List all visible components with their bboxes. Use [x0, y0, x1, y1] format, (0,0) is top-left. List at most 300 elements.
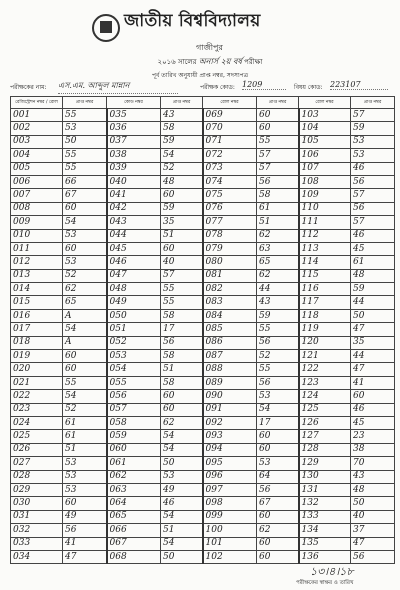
- marks-cell: 48: [351, 269, 395, 282]
- marks-cell: 46: [161, 497, 203, 510]
- roll-number-cell: 010: [11, 229, 63, 242]
- table-row: [11, 430, 395, 443]
- roll-number-cell: 062: [107, 470, 161, 483]
- roll-number-cell: 136: [299, 550, 351, 563]
- marks-cell: 55: [257, 323, 299, 336]
- table-row: [11, 269, 395, 282]
- roll-number-cell: 021: [11, 376, 63, 389]
- roll-number-cell: 019: [11, 350, 63, 363]
- table-row: [11, 470, 395, 483]
- marks-cell: 57: [351, 189, 395, 202]
- marks-cell: 55: [257, 135, 299, 148]
- marks-cell: 52: [257, 350, 299, 363]
- roll-number-cell: 132: [299, 497, 351, 510]
- roll-number-cell: 072: [203, 149, 257, 162]
- roll-number-cell: 126: [299, 416, 351, 429]
- table-row: [11, 363, 395, 376]
- exam-suffix: পরীক্ষা: [244, 58, 263, 66]
- subject-code: 223107: [330, 80, 388, 90]
- table-header-row: [11, 97, 395, 109]
- roll-number-cell: 123: [299, 376, 351, 389]
- subject-label: বিষয় কোড:: [294, 84, 323, 91]
- marks-cell: 51: [257, 216, 299, 229]
- marks-cell: 47: [351, 363, 395, 376]
- marks-cell: 55: [257, 363, 299, 376]
- roll-number-cell: 061: [107, 457, 161, 470]
- roll-number-cell: 040: [107, 175, 161, 188]
- marks-cell: 54: [63, 216, 107, 229]
- roll-number-cell: 075: [203, 189, 257, 202]
- marks-cell: 50: [351, 309, 395, 322]
- roll-number-cell: 087: [203, 350, 257, 363]
- roll-number-cell: 063: [107, 483, 161, 496]
- column-header: কোড নম্বর: [107, 97, 161, 109]
- table-row: [11, 122, 395, 135]
- roll-number-cell: 110: [299, 202, 351, 215]
- university-logo-icon: [92, 14, 120, 42]
- marks-cell: 57: [257, 149, 299, 162]
- marks-cell: 60: [63, 497, 107, 510]
- marks-cell: 56: [351, 202, 395, 215]
- marks-cell: 54: [161, 149, 203, 162]
- roll-number-cell: 009: [11, 216, 63, 229]
- roll-number-cell: 058: [107, 416, 161, 429]
- roll-number-cell: 053: [107, 350, 161, 363]
- table-row: [11, 202, 395, 215]
- roll-number-cell: 115: [299, 269, 351, 282]
- roll-number-cell: 102: [203, 550, 257, 563]
- marks-cell: 54: [161, 443, 203, 456]
- column-header: রেজিস্ট্রেশন নম্বর / রোল: [11, 97, 63, 109]
- marks-cell: 61: [63, 430, 107, 443]
- marks-cell: 61: [351, 256, 395, 269]
- exam-prefix: ২০১৬ সালের: [157, 58, 197, 66]
- marks-cell: 47: [63, 550, 107, 563]
- table-row: [11, 242, 395, 255]
- roll-number-cell: 101: [203, 537, 257, 550]
- roll-number-cell: 014: [11, 283, 63, 296]
- marks-cell: 62: [257, 524, 299, 537]
- roll-number-cell: 099: [203, 510, 257, 523]
- marks-cell: 50: [161, 550, 203, 563]
- roll-number-cell: 092: [203, 416, 257, 429]
- marks-cell: 65: [257, 256, 299, 269]
- table-row: [11, 149, 395, 162]
- marks-cell: 53: [63, 470, 107, 483]
- roll-number-cell: 097: [203, 483, 257, 496]
- roll-number-cell: 121: [299, 350, 351, 363]
- marks-cell: 17: [161, 323, 203, 336]
- roll-number-cell: 037: [107, 135, 161, 148]
- examiner-signature: ১৩।৪।১৮: [310, 565, 354, 578]
- marks-cell: 49: [161, 483, 203, 496]
- marks-cell: 55: [63, 376, 107, 389]
- marks-cell: 38: [351, 443, 395, 456]
- roll-number-cell: 129: [299, 457, 351, 470]
- roll-number-cell: 022: [11, 390, 63, 403]
- marks-cell: 60: [63, 350, 107, 363]
- marks-cell: 51: [161, 363, 203, 376]
- marks-cell: 51: [161, 229, 203, 242]
- marks-cell: 54: [161, 510, 203, 523]
- marks-cell: 45: [351, 242, 395, 255]
- roll-number-cell: 048: [107, 283, 161, 296]
- roll-number-cell: 012: [11, 256, 63, 269]
- marks-cell: 47: [351, 323, 395, 336]
- marks-cell: 57: [257, 162, 299, 175]
- roll-number-cell: 084: [203, 309, 257, 322]
- marks-cell: 60: [257, 550, 299, 563]
- marks-cell: A: [63, 309, 107, 322]
- marks-cell: 53: [351, 149, 395, 162]
- roll-number-cell: 056: [107, 390, 161, 403]
- marks-table: [10, 96, 395, 564]
- examiner-code: 1209: [242, 80, 286, 90]
- roll-number-cell: 052: [107, 336, 161, 349]
- roll-number-cell: 046: [107, 256, 161, 269]
- marks-cell: 57: [351, 216, 395, 229]
- table-row: [11, 524, 395, 537]
- marks-cell: 59: [161, 202, 203, 215]
- roll-number-cell: 131: [299, 483, 351, 496]
- roll-number-cell: 017: [11, 323, 63, 336]
- city-name: গাজীপুর: [196, 43, 223, 52]
- roll-number-cell: 103: [299, 109, 351, 122]
- marks-cell: 35: [161, 216, 203, 229]
- roll-number-cell: 078: [203, 229, 257, 242]
- table-row: [11, 109, 395, 122]
- table-row: [11, 283, 395, 296]
- marks-cell: 60: [257, 510, 299, 523]
- roll-number-cell: 050: [107, 309, 161, 322]
- marks-cell: 56: [351, 550, 395, 563]
- roll-number-cell: 134: [299, 524, 351, 537]
- table-row: [11, 216, 395, 229]
- roll-number-cell: 020: [11, 363, 63, 376]
- marks-cell: 54: [63, 390, 107, 403]
- marks-cell: 60: [161, 390, 203, 403]
- roll-number-cell: 112: [299, 229, 351, 242]
- roll-number-cell: 122: [299, 363, 351, 376]
- table-row: [11, 390, 395, 403]
- table-row: [11, 457, 395, 470]
- table-row: [11, 323, 395, 336]
- column-header: প্রাপ্ত নম্বর: [257, 97, 299, 109]
- table-row: [11, 443, 395, 456]
- roll-number-cell: 049: [107, 296, 161, 309]
- marks-cell: 61: [63, 416, 107, 429]
- marks-cell: 50: [351, 497, 395, 510]
- table-row: [11, 309, 395, 322]
- roll-number-cell: 038: [107, 149, 161, 162]
- roll-number-cell: 011: [11, 242, 63, 255]
- table-row: [11, 256, 395, 269]
- roll-number-cell: 093: [203, 430, 257, 443]
- roll-number-cell: 032: [11, 524, 63, 537]
- marks-cell: 40: [351, 510, 395, 523]
- roll-number-cell: 028: [11, 470, 63, 483]
- marks-cell: 50: [161, 457, 203, 470]
- roll-number-cell: 104: [299, 122, 351, 135]
- roll-number-cell: 043: [107, 216, 161, 229]
- roll-number-cell: 071: [203, 135, 257, 148]
- marks-cell: 48: [351, 483, 395, 496]
- roll-number-cell: 044: [107, 229, 161, 242]
- table-row: [11, 175, 395, 188]
- marks-cell: 53: [63, 256, 107, 269]
- marks-cell: 56: [63, 524, 107, 537]
- table-row: [11, 229, 395, 242]
- roll-number-cell: 016: [11, 309, 63, 322]
- marks-cell: 48: [161, 175, 203, 188]
- marks-cell: 59: [161, 135, 203, 148]
- marks-cell: 56: [257, 483, 299, 496]
- marks-cell: 45: [351, 416, 395, 429]
- column-header: প্রাপ্ত নম্বর: [351, 97, 395, 109]
- roll-number-cell: 080: [203, 256, 257, 269]
- roll-number-cell: 003: [11, 135, 63, 148]
- roll-number-cell: 086: [203, 336, 257, 349]
- roll-number-cell: 001: [11, 109, 63, 122]
- marks-cell: 59: [257, 309, 299, 322]
- roll-number-cell: 068: [107, 550, 161, 563]
- marks-cell: 49: [63, 510, 107, 523]
- roll-number-cell: 042: [107, 202, 161, 215]
- marks-cell: 70: [351, 457, 395, 470]
- roll-number-cell: 091: [203, 403, 257, 416]
- roll-number-cell: 088: [203, 363, 257, 376]
- roll-number-cell: 095: [203, 457, 257, 470]
- marks-cell: 56: [257, 376, 299, 389]
- roll-number-cell: 133: [299, 510, 351, 523]
- table-row: [11, 376, 395, 389]
- table-row: [11, 350, 395, 363]
- roll-number-cell: 024: [11, 416, 63, 429]
- marks-cell: 58: [161, 350, 203, 363]
- roll-number-cell: 026: [11, 443, 63, 456]
- roll-number-cell: 015: [11, 296, 63, 309]
- roll-number-cell: 107: [299, 162, 351, 175]
- signature-label: পরীক্ষকের স্বাক্ষর ও তারিখ: [296, 580, 354, 586]
- marks-cell: 53: [257, 457, 299, 470]
- marks-cell: 55: [63, 149, 107, 162]
- roll-number-cell: 066: [107, 524, 161, 537]
- marks-cell: 53: [161, 470, 203, 483]
- marks-cell: 23: [351, 430, 395, 443]
- marks-cell: 52: [63, 403, 107, 416]
- roll-number-cell: 023: [11, 403, 63, 416]
- roll-number-cell: 079: [203, 242, 257, 255]
- marks-cell: 60: [257, 109, 299, 122]
- marks-cell: 53: [257, 390, 299, 403]
- university-title: জাতীয় বিশ্ববিদ্যালয়: [124, 11, 261, 31]
- marks-cell: 58: [161, 122, 203, 135]
- marks-cell: A: [63, 336, 107, 349]
- marks-cell: 51: [63, 443, 107, 456]
- sheet-subtitle: পূর্ব তারিখ অনুযায়ী প্রাপ্ত নম্বর, সদস্যপত্র: [151, 72, 249, 79]
- marks-cell: 67: [63, 189, 107, 202]
- marks-cell: 43: [257, 296, 299, 309]
- roll-number-cell: 057: [107, 403, 161, 416]
- marks-cell: 60: [161, 189, 203, 202]
- roll-number-cell: 118: [299, 309, 351, 322]
- roll-number-cell: 076: [203, 202, 257, 215]
- roll-number-cell: 105: [299, 135, 351, 148]
- code-label: পরীক্ষক কোড:: [200, 84, 235, 91]
- marks-cell: 62: [63, 283, 107, 296]
- marks-cell: 58: [161, 376, 203, 389]
- marks-cell: 44: [257, 283, 299, 296]
- exam-name: অনার্স ২য় বর্ষ: [198, 57, 242, 66]
- marks-cell: 46: [351, 229, 395, 242]
- roll-number-cell: 041: [107, 189, 161, 202]
- examiner-label: পরীক্ষকের নাম:: [10, 84, 47, 91]
- marks-cell: 46: [351, 162, 395, 175]
- exam-line: [110, 56, 310, 69]
- table-row: [11, 189, 395, 202]
- marks-cell: 41: [63, 537, 107, 550]
- marks-cell: 60: [161, 403, 203, 416]
- roll-number-cell: 094: [203, 443, 257, 456]
- marks-cell: 58: [257, 189, 299, 202]
- roll-number-cell: 005: [11, 162, 63, 175]
- marks-cell: 41: [351, 376, 395, 389]
- roll-number-cell: 025: [11, 430, 63, 443]
- marks-cell: 47: [351, 537, 395, 550]
- marks-cell: 43: [351, 470, 395, 483]
- roll-number-cell: 065: [107, 510, 161, 523]
- roll-number-cell: 004: [11, 149, 63, 162]
- marks-cell: 54: [161, 537, 203, 550]
- marks-cell: 54: [257, 403, 299, 416]
- roll-number-cell: 047: [107, 269, 161, 282]
- examiner-info: [10, 82, 392, 92]
- marks-cell: 56: [161, 336, 203, 349]
- marks-cell: 66: [63, 175, 107, 188]
- roll-number-cell: 069: [203, 109, 257, 122]
- roll-number-cell: 033: [11, 537, 63, 550]
- marks-cell: 55: [63, 162, 107, 175]
- marks-cell: 50: [63, 135, 107, 148]
- marks-cell: 57: [351, 109, 395, 122]
- roll-number-cell: 116: [299, 283, 351, 296]
- roll-number-cell: 089: [203, 376, 257, 389]
- roll-number-cell: 111: [299, 216, 351, 229]
- marks-cell: 17: [257, 416, 299, 429]
- marks-cell: 52: [161, 162, 203, 175]
- table-row: [11, 510, 395, 523]
- roll-number-cell: 031: [11, 510, 63, 523]
- marks-cell: 43: [161, 109, 203, 122]
- roll-number-cell: 128: [299, 443, 351, 456]
- marks-cell: 53: [63, 483, 107, 496]
- marks-cell: 40: [161, 256, 203, 269]
- marks-cell: 60: [161, 242, 203, 255]
- marks-cell: 62: [161, 416, 203, 429]
- table-row: [11, 296, 395, 309]
- marks-cell: 60: [257, 537, 299, 550]
- marks-cell: 62: [257, 229, 299, 242]
- roll-number-cell: 098: [203, 497, 257, 510]
- marks-cell: 55: [161, 283, 203, 296]
- roll-number-cell: 059: [107, 430, 161, 443]
- table-row: [11, 497, 395, 510]
- marks-cell: 35: [351, 336, 395, 349]
- marks-cell: 67: [257, 497, 299, 510]
- roll-number-cell: 085: [203, 323, 257, 336]
- marks-cell: 54: [63, 323, 107, 336]
- marks-cell: 55: [161, 296, 203, 309]
- roll-number-cell: 113: [299, 242, 351, 255]
- roll-number-cell: 117: [299, 296, 351, 309]
- marks-cell: 59: [351, 283, 395, 296]
- roll-number-cell: 060: [107, 443, 161, 456]
- roll-number-cell: 082: [203, 283, 257, 296]
- column-header: প্রাপ্ত নম্বর: [63, 97, 107, 109]
- roll-number-cell: 067: [107, 537, 161, 550]
- page-header: [0, 0, 400, 96]
- roll-number-cell: 109: [299, 189, 351, 202]
- roll-number-cell: 124: [299, 390, 351, 403]
- roll-number-cell: 027: [11, 457, 63, 470]
- roll-number-cell: 051: [107, 323, 161, 336]
- roll-number-cell: 045: [107, 242, 161, 255]
- roll-number-cell: 127: [299, 430, 351, 443]
- roll-number-cell: 074: [203, 175, 257, 188]
- roll-number-cell: 135: [299, 537, 351, 550]
- roll-number-cell: 100: [203, 524, 257, 537]
- table-row: [11, 135, 395, 148]
- roll-number-cell: 008: [11, 202, 63, 215]
- marks-cell: 51: [161, 524, 203, 537]
- table-row: [11, 336, 395, 349]
- table-row: [11, 403, 395, 416]
- roll-number-cell: 106: [299, 149, 351, 162]
- marks-cell: 46: [351, 403, 395, 416]
- roll-number-cell: 130: [299, 470, 351, 483]
- marks-cell: 64: [257, 470, 299, 483]
- roll-number-cell: 030: [11, 497, 63, 510]
- roll-number-cell: 029: [11, 483, 63, 496]
- marks-cell: 53: [351, 135, 395, 148]
- roll-number-cell: 081: [203, 269, 257, 282]
- marks-cell: 44: [351, 350, 395, 363]
- roll-number-cell: 039: [107, 162, 161, 175]
- roll-number-cell: 083: [203, 296, 257, 309]
- column-header: রোল নম্বর: [203, 97, 257, 109]
- marks-cell: 44: [351, 296, 395, 309]
- roll-number-cell: 018: [11, 336, 63, 349]
- marks-cell: 60: [257, 430, 299, 443]
- roll-number-cell: 125: [299, 403, 351, 416]
- marks-cell: 56: [257, 175, 299, 188]
- roll-number-cell: 013: [11, 269, 63, 282]
- roll-number-cell: 035: [107, 109, 161, 122]
- roll-number-cell: 073: [203, 162, 257, 175]
- roll-number-cell: 036: [107, 122, 161, 135]
- roll-number-cell: 096: [203, 470, 257, 483]
- column-header: প্রাপ্ত নম্বর: [161, 97, 203, 109]
- marks-cell: 59: [351, 122, 395, 135]
- roll-number-cell: 114: [299, 256, 351, 269]
- roll-number-cell: 054: [107, 363, 161, 376]
- marks-cell: 60: [257, 122, 299, 135]
- roll-number-cell: 119: [299, 323, 351, 336]
- marks-cell: 60: [63, 363, 107, 376]
- marks-cell: 53: [63, 457, 107, 470]
- marks-cell: 61: [257, 202, 299, 215]
- examiner-name: এস.এম. আব্দুল মান্নান: [58, 80, 178, 94]
